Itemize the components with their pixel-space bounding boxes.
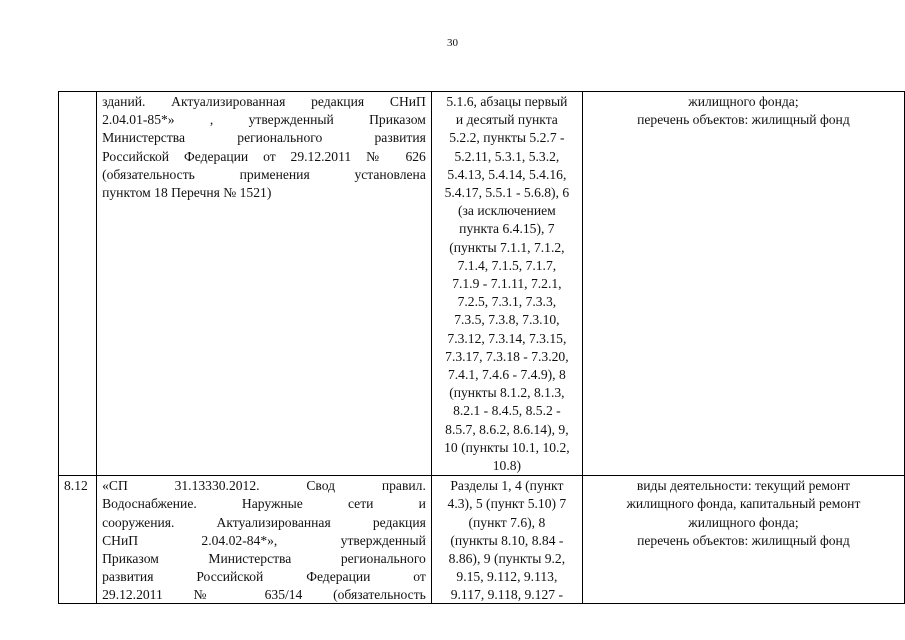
items-cell <box>431 476 582 604</box>
doc-line: «СП 31.13330.2012. Свод правил. <box>102 478 426 494</box>
items-line: 5.4.13, 5.4.14, 5.4.16, <box>447 166 567 182</box>
items-line: пункта 6.4.15), 7 <box>459 221 555 237</box>
items-line: 7.3.12, 7.3.14, 7.3.15, <box>447 330 567 346</box>
doc-line: (обязательность применения установлена <box>102 166 426 182</box>
items-line: 5.2.11, 5.3.1, 5.3.2, <box>454 148 560 164</box>
doc-line: Российской Федерации от 29.12.2011 № 626 <box>102 148 426 164</box>
scope-line: жилищного фонда, капитальный ремонт <box>626 496 861 512</box>
items-line: 8.86), 9 (пункты 9.2, <box>448 551 566 567</box>
table-row <box>59 92 905 476</box>
items-line: 10 (пункты 10.1, 10.2, <box>444 439 570 455</box>
scope-line: жилищного фонда; <box>688 514 799 530</box>
page-number: 30 <box>447 37 458 49</box>
items-line: 9.117, 9.118, 9.127 - <box>450 587 564 603</box>
items-line: (пункт 7.6), 8 <box>468 514 546 530</box>
items-line: 5.4.17, 5.5.1 - 5.6.8), 6 <box>444 185 570 201</box>
items-line: 5.1.6, абзацы первый <box>446 94 568 109</box>
items-line: 5.2.2, пункты 5.2.7 - <box>449 130 565 146</box>
doc-line: Водоснабжение. Наружные сети и <box>102 496 426 512</box>
scope-line: перечень объектов: жилищный фонд <box>637 112 850 128</box>
items-line: 7.1.9 - 7.1.11, 7.2.1, <box>452 276 562 292</box>
scope-line: жилищного фонда; <box>688 94 799 109</box>
doc-line: сооружения. Актуализированная редакция <box>102 514 426 530</box>
doc-line: развития Российской Федерации от <box>102 569 426 585</box>
regulations-table <box>58 91 905 604</box>
scope-line: перечень объектов: жилищный фонд <box>637 532 850 548</box>
items-line: (за исключением <box>458 203 556 219</box>
items-line: (пункты 8.10, 8.84 - <box>450 532 564 548</box>
doc-line: зданий. Актуализированная редакция СНиП <box>102 94 426 109</box>
row-number: 8.12 <box>59 476 97 604</box>
items-line: 7.3.17, 7.3.18 - 7.3.20, <box>445 348 569 364</box>
items-line: Разделы 1, 4 (пункт <box>450 478 564 494</box>
table-row <box>59 476 905 604</box>
doc-line: Приказом Министерства регионального <box>102 551 426 567</box>
items-line: 9.15, 9.112, 9.113, <box>456 569 558 585</box>
items-line: 7.3.5, 7.3.8, 7.3.10, <box>454 312 560 328</box>
doc-line: пунктом 18 Перечня № 1521) <box>102 185 272 201</box>
items-line: 4.3), 5 (пункт 5.10) 7 <box>447 496 567 512</box>
scope-line: виды деятельности: текущий ремонт <box>636 478 851 494</box>
doc-line: СНиП 2.04.02-84*», утвержденный <box>102 532 426 548</box>
items-line: 7.1.4, 7.1.5, 7.1.7, <box>457 257 557 273</box>
items-line: 7.4.1, 7.4.6 - 7.4.9), 8 <box>447 367 566 383</box>
row-number <box>59 92 97 476</box>
items-line: и десятый пункта <box>455 112 558 128</box>
document-cell <box>97 92 432 476</box>
document-cell <box>97 476 432 604</box>
items-line: (пункты 8.1.2, 8.1.3, <box>449 385 565 401</box>
items-line: 8.5.7, 8.6.2, 8.6.14), 9, <box>445 421 569 437</box>
doc-line: Министерства регионального развития <box>102 130 426 146</box>
doc-line: 29.12.2011 № 635/14 (обязательность <box>102 587 426 603</box>
scope-cell <box>582 92 904 476</box>
doc-line: 2.04.01-85*» , утвержденный Приказом <box>102 112 426 128</box>
scope-cell <box>582 476 904 604</box>
items-line: 7.2.5, 7.3.1, 7.3.3, <box>457 294 557 310</box>
items-line: (пункты 7.1.1, 7.1.2, <box>449 239 565 255</box>
items-line: 8.2.1 - 8.4.5, 8.5.2 - <box>453 403 561 419</box>
items-line: 10.8) <box>492 458 522 474</box>
items-cell <box>431 92 582 476</box>
